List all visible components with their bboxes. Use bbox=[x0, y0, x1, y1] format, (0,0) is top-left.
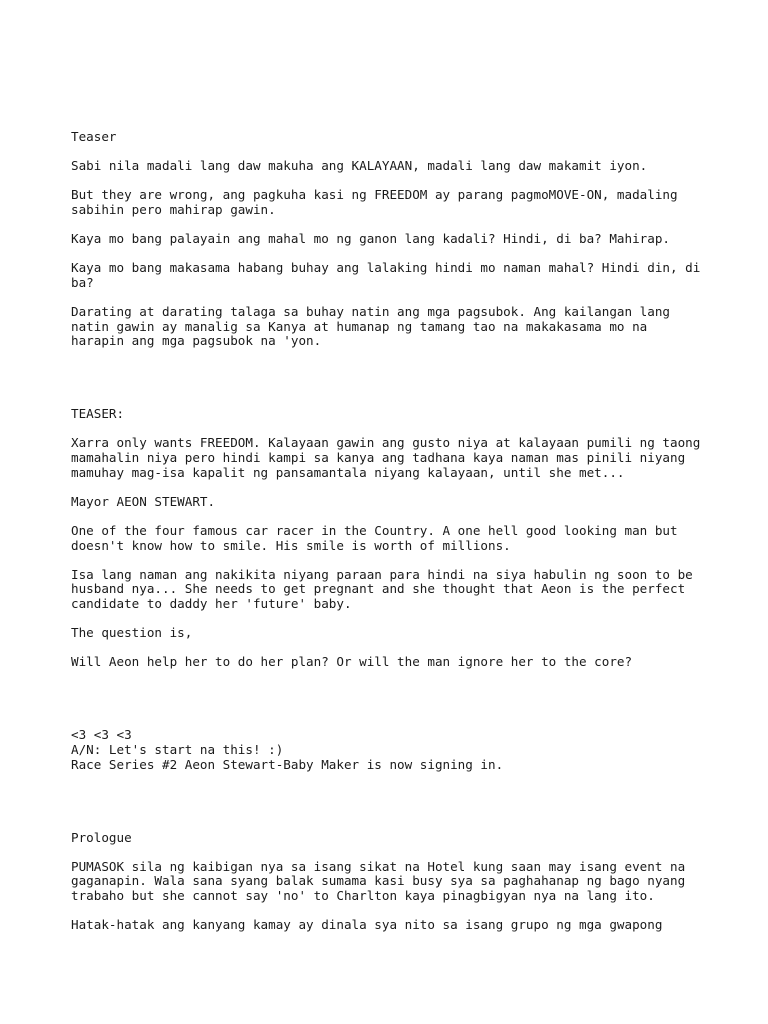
paragraph: Xarra only wants FREEDOM. Kalayaan gawin ang gusto niya at kalayaan pumili ng taong mamahalin niya pero hindi kampi sa kanya ang tadhana kaya naman mas pinili niyang mamuhay mag-isa kapalit ng pansamantala niyang kalayaan, until she met... bbox=[71, 435, 701, 480]
paragraph: Isa lang naman ang nakikita niyang paraan para hindi na siya habulin ng soon to be husband nya... She needs to get pregnant and she thought that Aeon is the perfect candidate to daddy her 'future' baby. bbox=[71, 566, 693, 612]
section-heading-teaser: Teaser bbox=[71, 129, 117, 144]
section-heading-teaser-caps: TEASER: bbox=[71, 406, 125, 422]
paragraph: Will Aeon help her to do her plan? Or will the man ignore her to the core? bbox=[71, 654, 633, 670]
paragraph: The question is, bbox=[71, 625, 193, 641]
paragraph: One of the four famous car racer in the Country. A one hell good looking man but doesn't know how to smile. His smile is worth of millions. bbox=[71, 523, 678, 553]
paragraph: Kaya mo bang palayain ang mahal mo ng ganon lang kadali? Hindi, di ba? Mahirap. bbox=[71, 231, 670, 247]
paragraph: But they are wrong, ang pagkuha kasi ng FREEDOM ay parang pagmoMOVE-ON, madaling sabihin pero mahirap gawin. bbox=[71, 187, 678, 217]
paragraph: Kaya mo bang makasama habang buhay ang lalaking hindi mo naman mahal? Hindi din, di ba? bbox=[71, 260, 701, 290]
paragraph: Mayor AEON STEWART. bbox=[71, 493, 216, 509]
paragraph: Sabi nila madali lang daw makuha ang KALAYAAN, madali lang daw makamit iyon. bbox=[71, 158, 648, 174]
paragraph: Hatak-hatak ang kanyang kamay ay dinala sya nito sa isang grupo ng mga gwapong bbox=[71, 917, 663, 933]
author-note: <3 <3 <3 A/N: Let's start na this! :) Race Series #2 Aeon Stewart-Baby Maker is now signing in. bbox=[71, 727, 504, 772]
paragraph: Darating at darating talaga sa buhay natin ang mga pagsubok. Ang kailangan lang natin gawin ay manalig sa Kanya at humanap ng tamang tao na makakasama mo na harapin ang mga pagsubok na 'yon. bbox=[71, 304, 670, 349]
paragraph: PUMASOK sila ng kaibigan nya sa isang sikat na Hotel kung saan may isang event na gaganapin. Wala sana syang balak sumama kasi busy sya sa paghahanap ng bago nyang trabaho but she cannot say 'no' to Charlton kaya pinagbigyan nya na lang ito. bbox=[71, 858, 686, 903]
section-heading-prologue: Prologue bbox=[71, 829, 132, 845]
document-page bbox=[71, 130, 711, 933]
